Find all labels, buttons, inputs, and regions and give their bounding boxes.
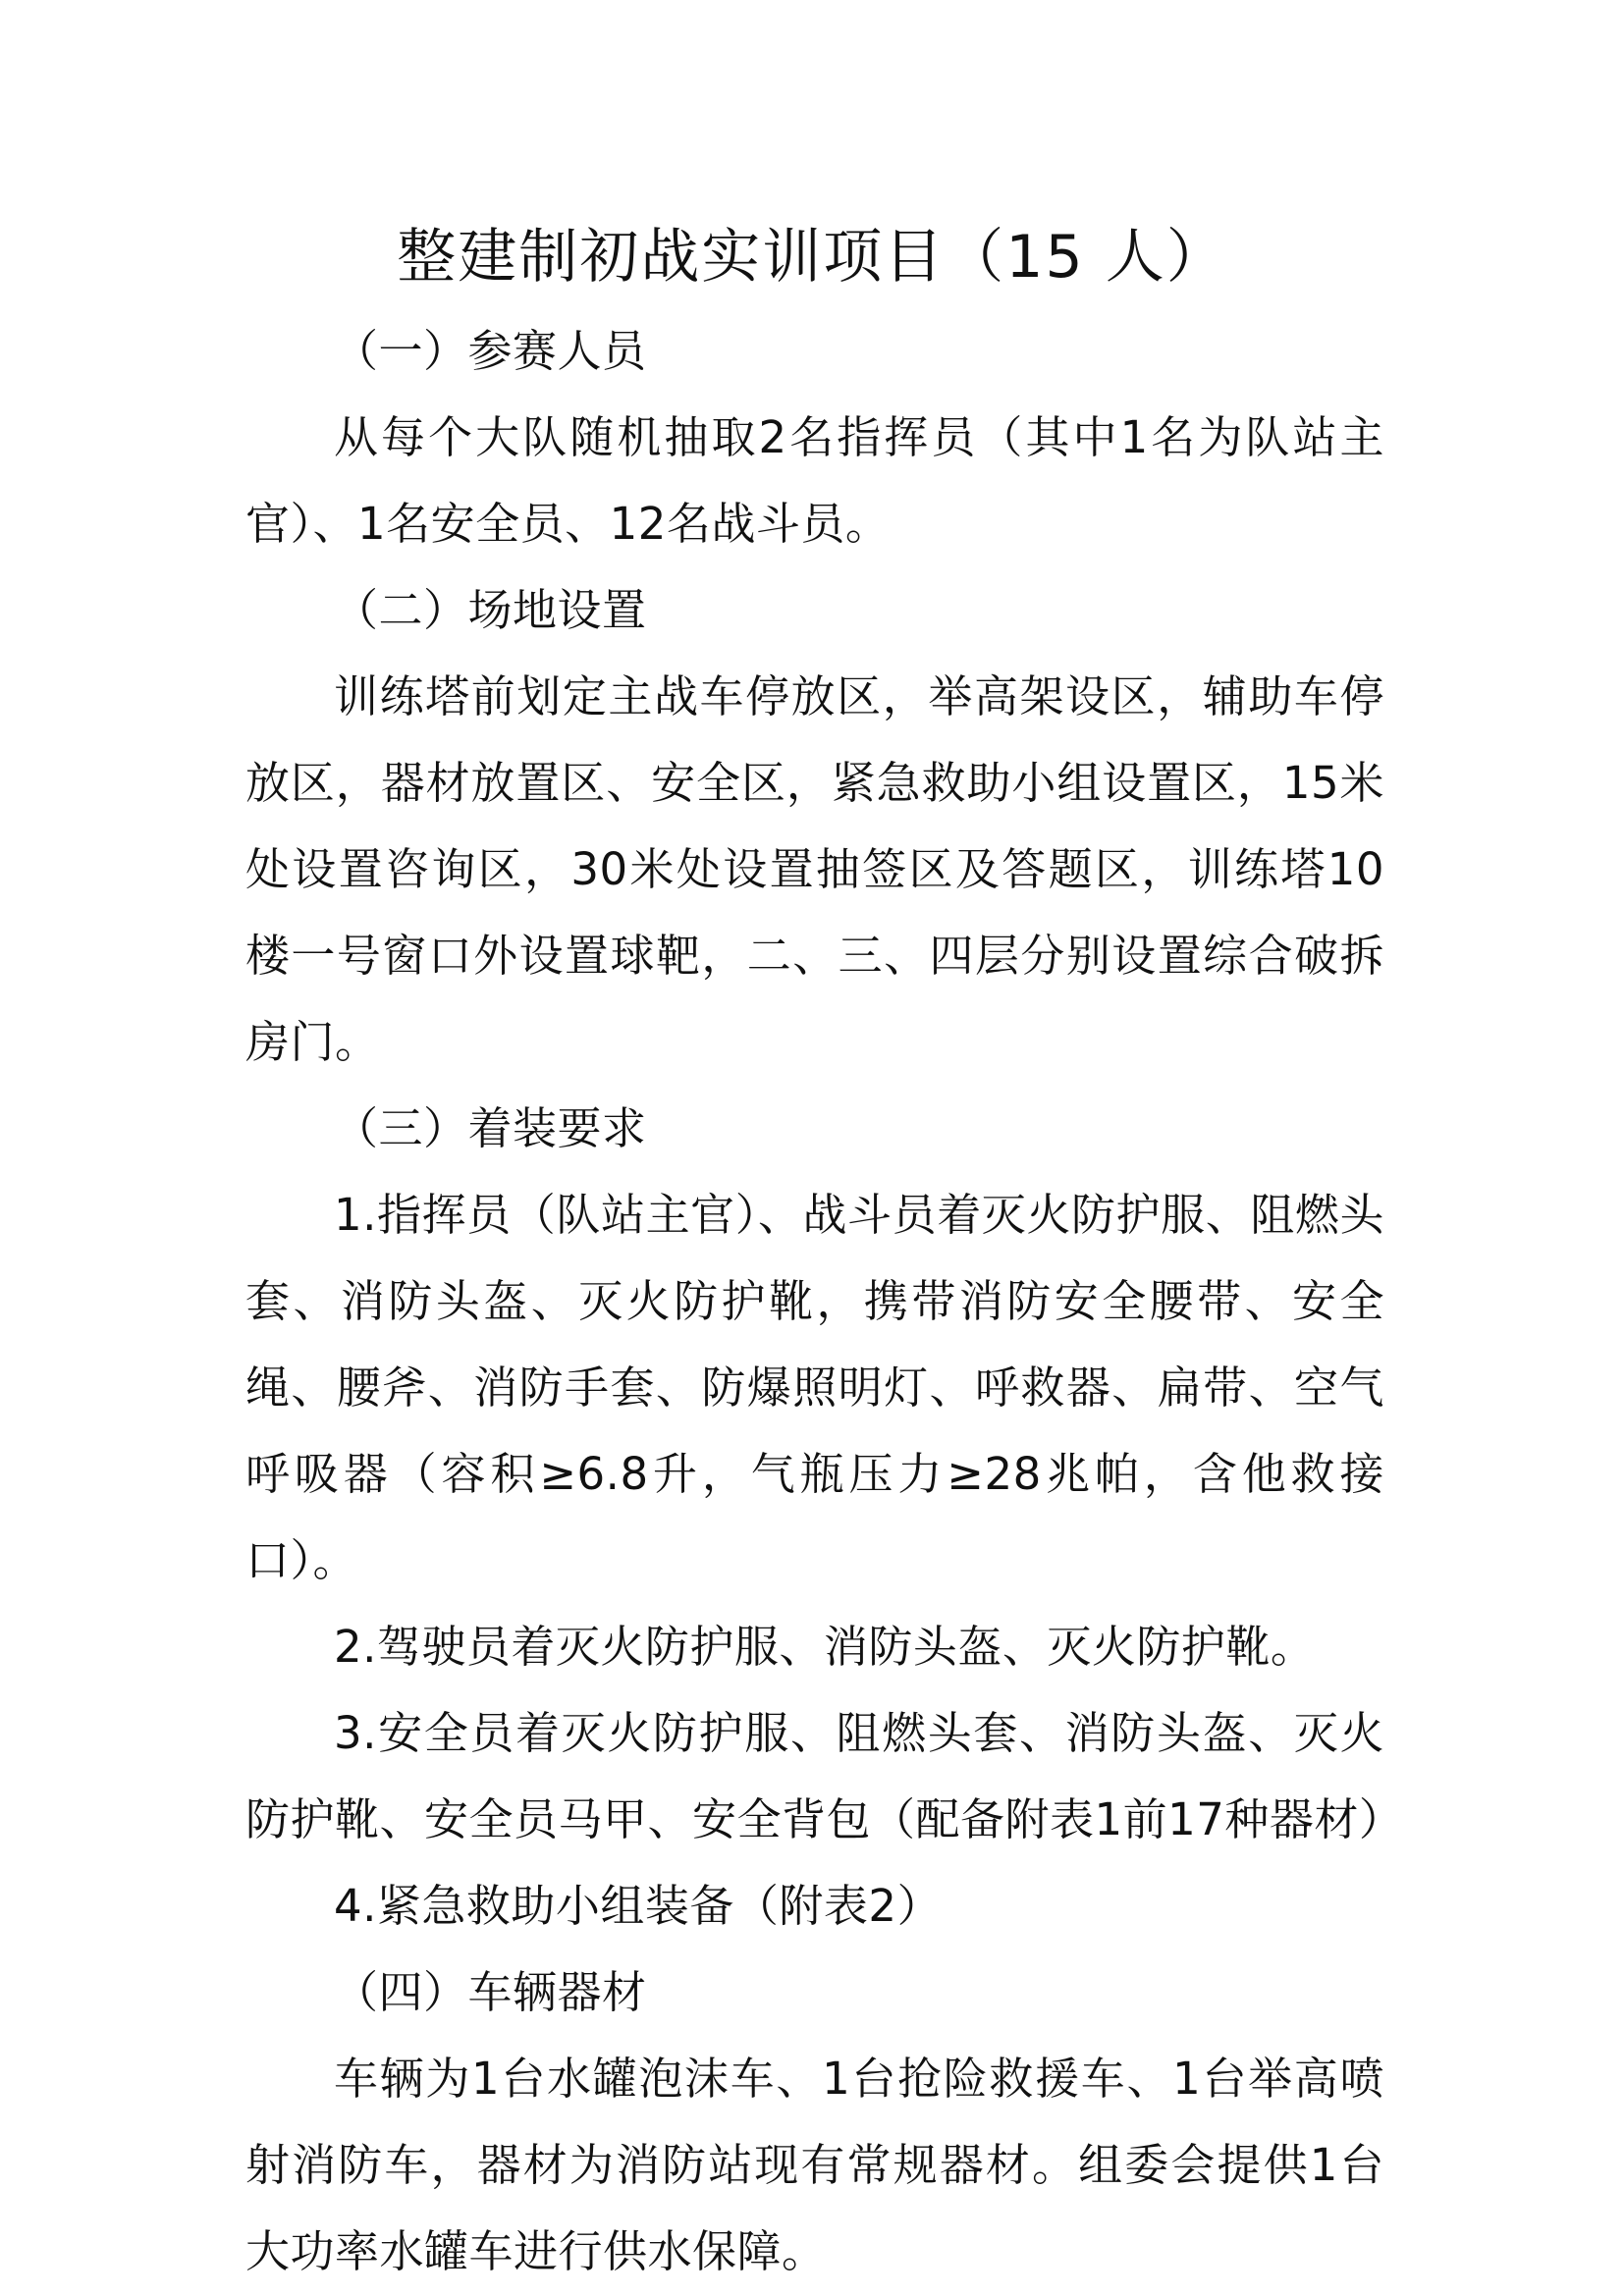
section-heading-venue: （二）场地设置 xyxy=(334,584,647,636)
paragraph-dress-commanders: 1.指挥员（队站主官）、战斗员着灭火防护服、阻燃头套、消防头盔、灭火防护靴，携带消防安全腰带、安全绳、腰斧、消防手套、防爆照明灯、呼救器、扁带、空气呼吸器（容积≥6.8升，气瓶压力≥28兆帕，含他救接口）。 xyxy=(245,1189,1384,1586)
paragraph-dress-safety: 3.安全员着灭火防护服、阻燃头套、消防头盔、灭火防护靴、安全员马甲、安全背包（配备附表1前17种器材） xyxy=(245,1707,1404,1845)
section-heading-participants: （一）参赛人员 xyxy=(334,325,647,377)
paragraph-vehicles: 车辆为1台水罐泡沫车、1台抢险救援车、1台举高喷射消防车，器材为消防站现有常规器材。组委会提供1台大功率水罐车进行供水保障。 xyxy=(245,2053,1384,2277)
paragraph-participants: 从每个大队随机抽取2名指挥员（其中1名为队站主官）、1名安全员、12名战斗员。 xyxy=(245,411,1384,550)
page-title: 整建制初战实训项目（15 人） xyxy=(397,223,1227,292)
document-body xyxy=(245,308,1404,2295)
paragraph-venue: 训练塔前划定主战车停放区，举高架设区，辅助车停放区，器材放置区、安全区，紧急救助小组设置区，15米处设置咨询区，30米处设置抽签区及答题区，训练塔10楼一号窗口外设置球靶，二、三、四层分别设置综合破拆房门。 xyxy=(245,670,1384,1068)
paragraph-dress-rescue: 4.紧急救助小组装备（附表2） xyxy=(334,1880,943,1932)
section-heading-vehicles: （四）车辆器材 xyxy=(334,1966,647,2018)
paragraph-dress-drivers: 2.驾驶员着灭火防护服、消防头盔、灭火防护靴。 xyxy=(334,1621,1316,1673)
section-heading-dress: （三）着装要求 xyxy=(334,1102,647,1154)
